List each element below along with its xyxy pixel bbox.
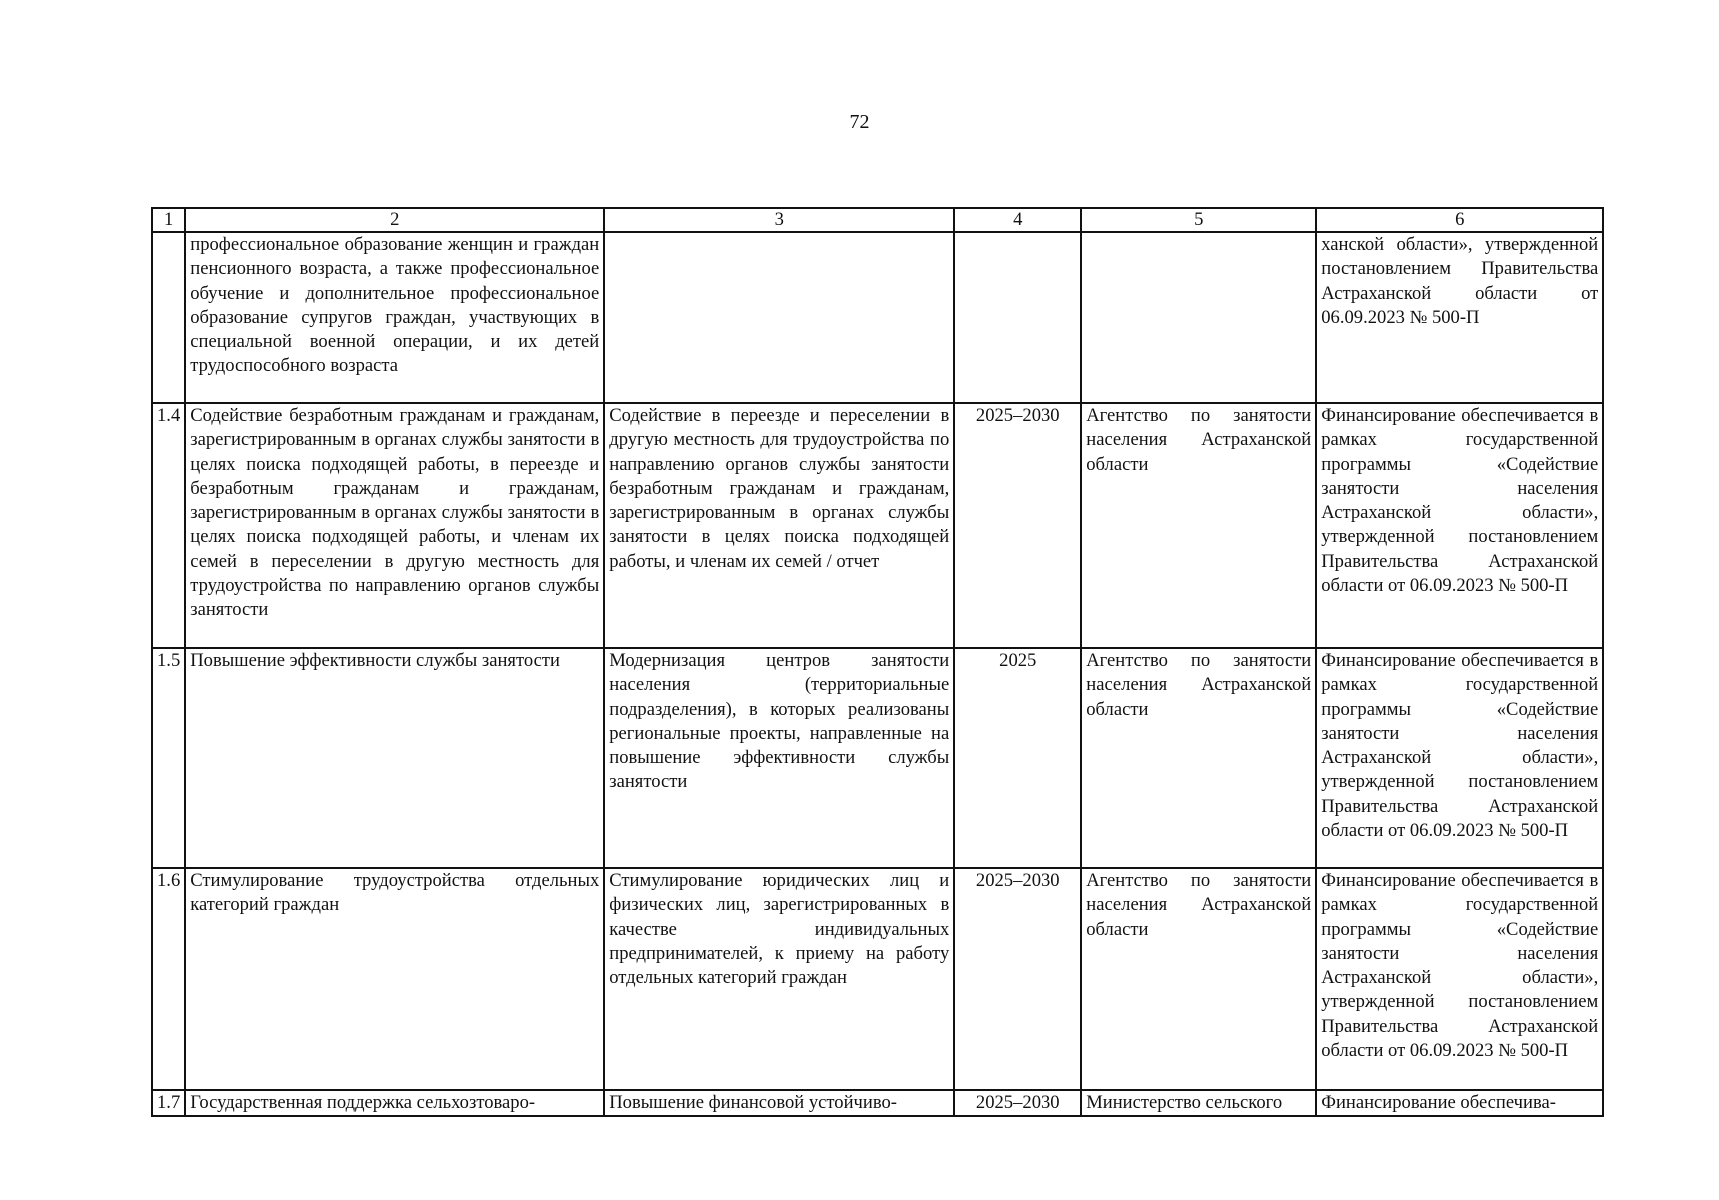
table-row: [152, 403, 1603, 648]
table-row: [152, 648, 1603, 868]
executor-cell: [1081, 232, 1316, 403]
result-cell: [604, 232, 954, 403]
measures-table: [151, 207, 1604, 1117]
table-row: [152, 868, 1603, 1090]
period-cell: 2025–2030: [954, 1090, 1081, 1116]
period-cell: 2025–2030: [954, 868, 1081, 1090]
executor-cell: Министерство сельского: [1081, 1090, 1316, 1116]
executor-cell: Агентство по занятости населения Астраханской области: [1081, 648, 1316, 868]
table-row: [152, 1090, 1603, 1116]
measure-cell: Содействие безработным гражданам и гражданам, зарегистрированным в органах службы занятости в целях поиска подходящей работы, в переезде и безработным гражданам и гражданам, зарегистрированным в органах службы занятости в целях поиска подходящей работы, и членам их семей в переселении в другую местность для трудоустройства по направлению органов службы занятости: [185, 403, 604, 648]
financing-cell: Финансирование обеспечивается в рамках государственной программы «Содействие занятости населения Астраханской области», утвержденной постановлением Правительства Астраханской области от 06.09.2023 № 500-П: [1316, 403, 1603, 648]
column-header: 5: [1081, 208, 1316, 232]
table-row: [152, 232, 1603, 403]
page-number: 72: [849, 111, 870, 133]
period-cell: 2025–2030: [954, 403, 1081, 648]
result-cell: Повышение финансовой устойчиво-: [604, 1090, 954, 1116]
measure-cell: профессиональное образование женщин и граждан пенсионного возраста, а также профессиональное обучение и дополнительное профессиональное образование супругов граждан, участвующих в специальной военной операции, и их детей трудоспособного возраста: [185, 232, 604, 403]
row-number: 1.5: [152, 648, 185, 868]
row-number: 1.4: [152, 403, 185, 648]
column-header: 2: [185, 208, 604, 232]
row-number: 1.6: [152, 868, 185, 1090]
financing-cell: Финансирование обеспечивается в рамках государственной программы «Содействие занятости населения Астраханской области», утвержденной постановлением Правительства Астраханской области от 06.09.2023 № 500-П: [1316, 648, 1603, 868]
measure-cell: Государственная поддержка сельхозтоваро-: [185, 1090, 604, 1116]
executor-cell: Агентство по занятости населения Астраханской области: [1081, 868, 1316, 1090]
row-number: [152, 232, 185, 403]
measure-cell: Повышение эффективности службы занятости: [185, 648, 604, 868]
column-header: 4: [954, 208, 1081, 232]
financing-cell: Финансирование обеспечивается в рамках государственной программы «Содействие занятости населения Астраханской области», утвержденной постановлением Правительства Астраханской области от 06.09.2023 № 500-П: [1316, 868, 1603, 1090]
measure-cell: Стимулирование трудоустройства отдельных категорий граждан: [185, 868, 604, 1090]
executor-cell: Агентство по занятости населения Астраханской области: [1081, 403, 1316, 648]
table-header-row: [152, 208, 1603, 232]
column-header: 3: [604, 208, 954, 232]
result-cell: Стимулирование юридических лиц и физических лиц, зарегистрированных в качестве индивидуальных предпринимателей, к приему на работу отдельных категорий граждан: [604, 868, 954, 1090]
column-header: 6: [1316, 208, 1603, 232]
column-header: 1: [152, 208, 185, 232]
row-number: 1.7: [152, 1090, 185, 1116]
financing-cell: Финансирование обеспечива-: [1316, 1090, 1603, 1116]
financing-cell: ханской области», утвержденной постановлением Правительства Астраханской области от 06.09.2023 № 500-П: [1316, 232, 1603, 403]
result-cell: Модернизация центров занятости населения (территориальные подразделения), в которых реализованы региональные проекты, направленные на повышение эффективности службы занятости: [604, 648, 954, 868]
period-cell: 2025: [954, 648, 1081, 868]
result-cell: Содействие в переезде и переселении в другую местность для трудоустройства по направлению органов службы занятости безработным гражданам и гражданам, зарегистрированным в органах службы занятости в целях поиска подходящей работы, и членам их семей / отчет: [604, 403, 954, 648]
period-cell: [954, 232, 1081, 403]
